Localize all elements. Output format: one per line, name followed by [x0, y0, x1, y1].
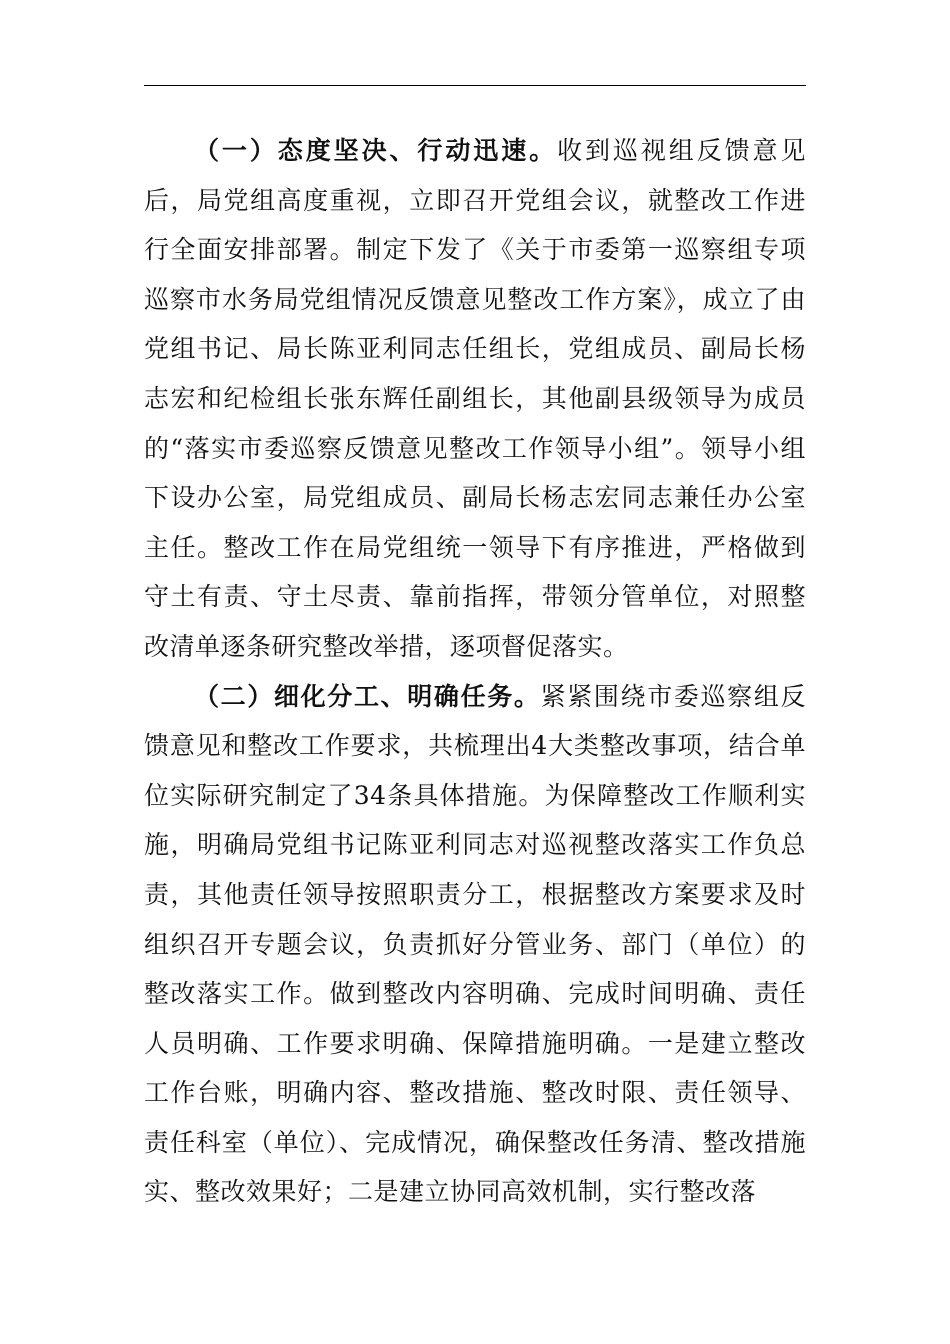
paragraph-2-heading: （二）细化分工、明确任务。 [194, 681, 541, 711]
paragraph-1 [144, 126, 806, 672]
paragraph-2-text: 紧紧围绕市委巡察组反馈意见和整改工作要求，共梳理出4大类整改事项，结合单位实际研究制定了34条具体措施。为保障整改工作顺利实施，明确局党组书记陈亚利同志对巡视整改落实工作负总责，其他责任领导按照职责分工，根据整改方案要求及时组织召开专题会议，负责抓好分管业务、部门（单位）的整改落实工作。做到整改内容明确、完成时间明确、责任人员明确、工作要求明确、保障措施明确。一是建立整改工作台账，明确内容、整改措施、整改时限、责任领导、责任科室（单位）、完成情况，确保整改任务清、整改措施实、整改效果好；二是建立协同高效机制，实行整改落 [144, 681, 806, 1207]
document-body [144, 126, 806, 1217]
header-rule [144, 85, 806, 86]
paragraph-1-heading: （一）态度坚决、行动迅速。 [194, 136, 558, 165]
paragraph-1-text: 收到巡视组反馈意见后，局党组高度重视，立即召开党组会议，就整改工作进行全面安排部署。制定下发了《关于市委第一巡察组专项巡察市水务局党组情况反馈意见整改工作方案》，成立了由党组书记、局长陈亚利同志任组长，党组成员、副局长杨志宏和纪检组长张东辉任副组长，其他副县级领导为成员的“落实市委巡察反馈意见整改工作领导小组”。领导小组下设办公室，局党组成员、副局长杨志宏同志兼任办公室主任。整改工作在局党组统一领导下有序推进，严格做到守土有责、守土尽责、靠前指挥，带领分管单位，对照整改清单逐条研究整改举措，逐项督促落实。 [144, 136, 806, 661]
paragraph-2 [144, 672, 806, 1218]
